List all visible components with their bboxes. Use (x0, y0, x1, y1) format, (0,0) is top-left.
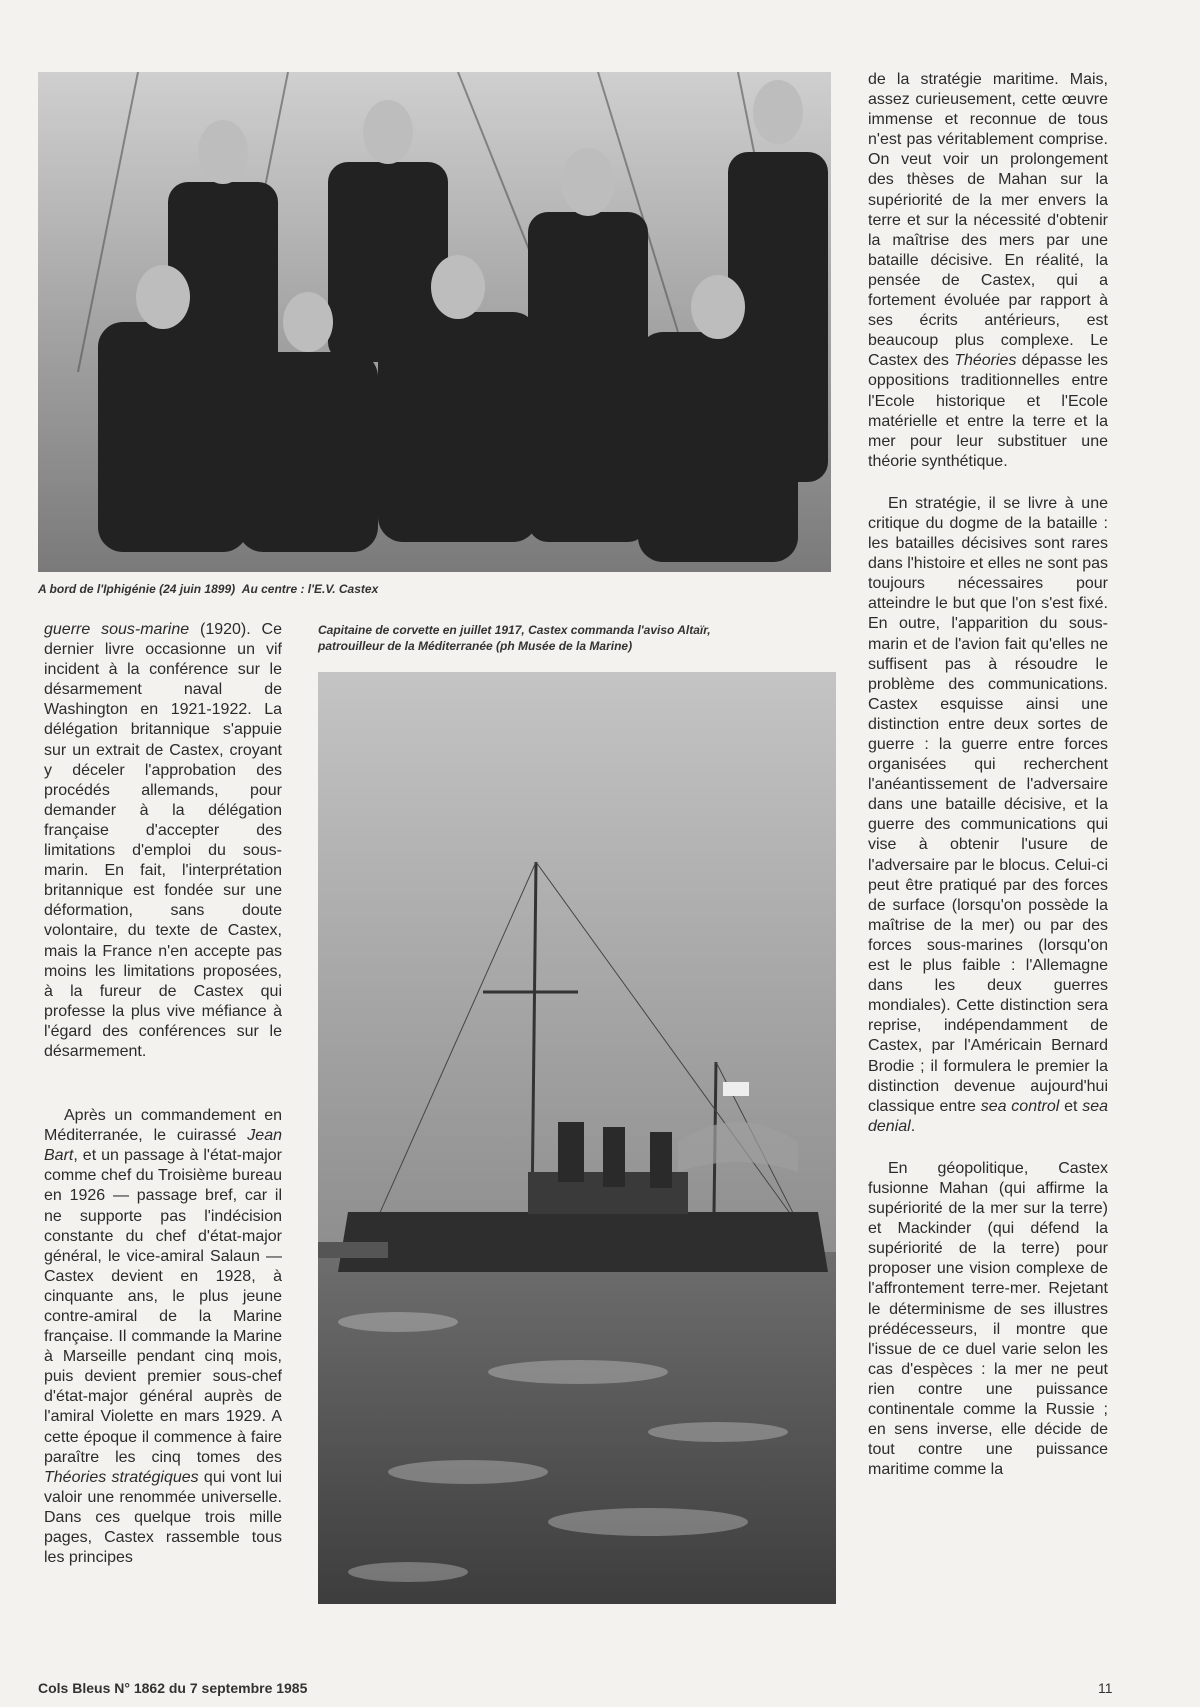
col1-p1-emphasis: guerre sous-marine (44, 621, 190, 638)
col3-p1-em: Théories (954, 352, 1017, 370)
col1-paragraph-2 (44, 1106, 282, 1568)
photo1-caption-b: Au centre : l'E.V. Castex (241, 582, 379, 596)
col3-paragraph-1 (868, 70, 1108, 472)
col3-p2-em2: sea denial (868, 1097, 1108, 1135)
col3-paragraph-2 (868, 494, 1108, 1137)
photo2-caption-line1: Capitaine de corvette en juillet 1917, Castex commanda l'aviso Altaïr, (318, 623, 711, 637)
col3-p1-a: de la stratégie maritime. Mais, assez curieusement, cette œuvre immense et reconnue de tous n'est pas véritablement comprise. On veut voir un prolongement des thèses de Mahan sur la supériorité de la mer envers la terre et sur la nécessité d'obtenir la maîtrise des mers par une bataille décisive. En réalité, la pensée de Castex, qui a fortement évoluée par rapport à ses écrits antérieurs, est beaucoup plus complexe. Le Castex des (868, 71, 1108, 370)
column-left (44, 620, 282, 1568)
photo2-caption (318, 622, 838, 654)
col3-paragraph-3 (868, 1159, 1108, 1481)
col3-p2-em1: sea control (980, 1097, 1060, 1115)
col3-p1-b: dépasse les oppositions traditionnelles entre l'Ecole historique et l'Ecole matérielle et entre la terre et la mer pour leur substituer une théorie synthétique. (868, 352, 1108, 470)
column-right (868, 70, 1108, 1480)
col1-p2-b: , et un passage à l'état-major comme chef du Troisième bureau en 1926 — passage bref, car il ne supporte pas l'indécision constante du chef d'état-major général, le vice-amiral Salaun — Castex devient en 1928, à cinquante ans, le plus jeune contre-amiral de la Marine française. Il commande la Marine à Marseille pendant cinq mois, puis devient premier sous-chef d'état-major général auprès de l'amiral Violette en mars 1929. A cette époque il commence à faire paraître les cinq tomes des (44, 1147, 282, 1466)
col1-paragraph-1 (44, 620, 282, 1062)
photo2-caption-line2: patrouilleur de la Méditerranée (ph Musée de la Marine) (318, 639, 633, 653)
col1-p2-a: Après un commandement en Méditerranée, le cuirassé (44, 1107, 282, 1145)
col1-p2-em1: Jean Bart (44, 1127, 282, 1165)
photo1-caption-a: A bord de l'Iphigénie (24 juin 1899) (38, 582, 236, 596)
photo1-caption (38, 581, 831, 597)
col1-p2-em2: Théories stratégiques (44, 1468, 199, 1486)
page-number: 11 (1098, 1680, 1113, 1696)
col1-p1-text: (1920). Ce dernier livre occasionne un vif incident à la conférence sur le désarmement naval de Washington en 1921-1922. La délégation britannique s'appuie sur un extrait de Castex, croyant y déceler l'approbation des procédés allemands, pour demander à la délégation française d'accepter des limitations d'emploi du sous-marin. En fait, l'interprétation britannique est fondée sur une déformation, sans doute volontaire, du texte de Castex, mais la France n'en accepte pas moins les limitations proposées, à la fureur de Castex qui professe la plus vive méfiance à l'égard des conférences sur le désarmement. (44, 621, 282, 1060)
col3-p2-b: et (1059, 1097, 1083, 1115)
col3-p2-a: En stratégie, il se livre à une critique du dogme de la bataille : les batailles décisives sont rares dans l'histoire et elles ne sont pas toujours nécessaires pour atteindre le but que l'on s'est fixé. En outre, l'apparition du sous-marin et de l'avion fait qu'elles ne suffisent pas à résoudre le problème des communications. Castex esquisse ainsi une distinction entre deux sortes de guerre : la guerre entre forces organisées qui recherchent l'anéantissement de l'adversaire dans une bataille décisive, et la guerre des communications qui vise à obtenir l'usure de l'adversaire par le blocus. Celui-ci peut être pratiqué par des forces de surface (lorsqu'on possède la maîtrise de la mer) ou par des forces sous-marines (lorsqu'on est le plus faible : l'Allemagne dans les deux guerres mondiales). Cette distinction sera reprise, indépendamment de Castex, par l'Américain Bernard Brodie ; il formulera le premier la distinction devenue aujourd'hui classique entre (868, 494, 1108, 1115)
col3-p2-c: . (910, 1117, 916, 1135)
col3-p3: En géopolitique, Castex fusionne Mahan (qui affirme la supériorité de la mer sur la terre) et Mackinder (qui défend la supériorité de la terre) pour proposer une vision complexe de l'affrontement terre-mer. Rejetant le déterminisme de ses illustres prédécesseurs, il montre que l'issue de ce duel varie selon les cas d'espèces : la mer ne peut rien contre une puissance continentale comme la Russie ; en sens inverse, elle décide de tout contre une puissance maritime comme la (868, 1159, 1108, 1479)
col1-p2-c: qui vont lui valoir une renommée universelle. Dans ces quelque trois mille pages, Castex rassemble tous les principes (44, 1468, 283, 1567)
group-portrait-photo (38, 72, 831, 572)
footer-publication: Cols Bleus N° 1862 du 7 septembre 1985 (38, 1680, 308, 1696)
ship-photo (318, 672, 836, 1604)
